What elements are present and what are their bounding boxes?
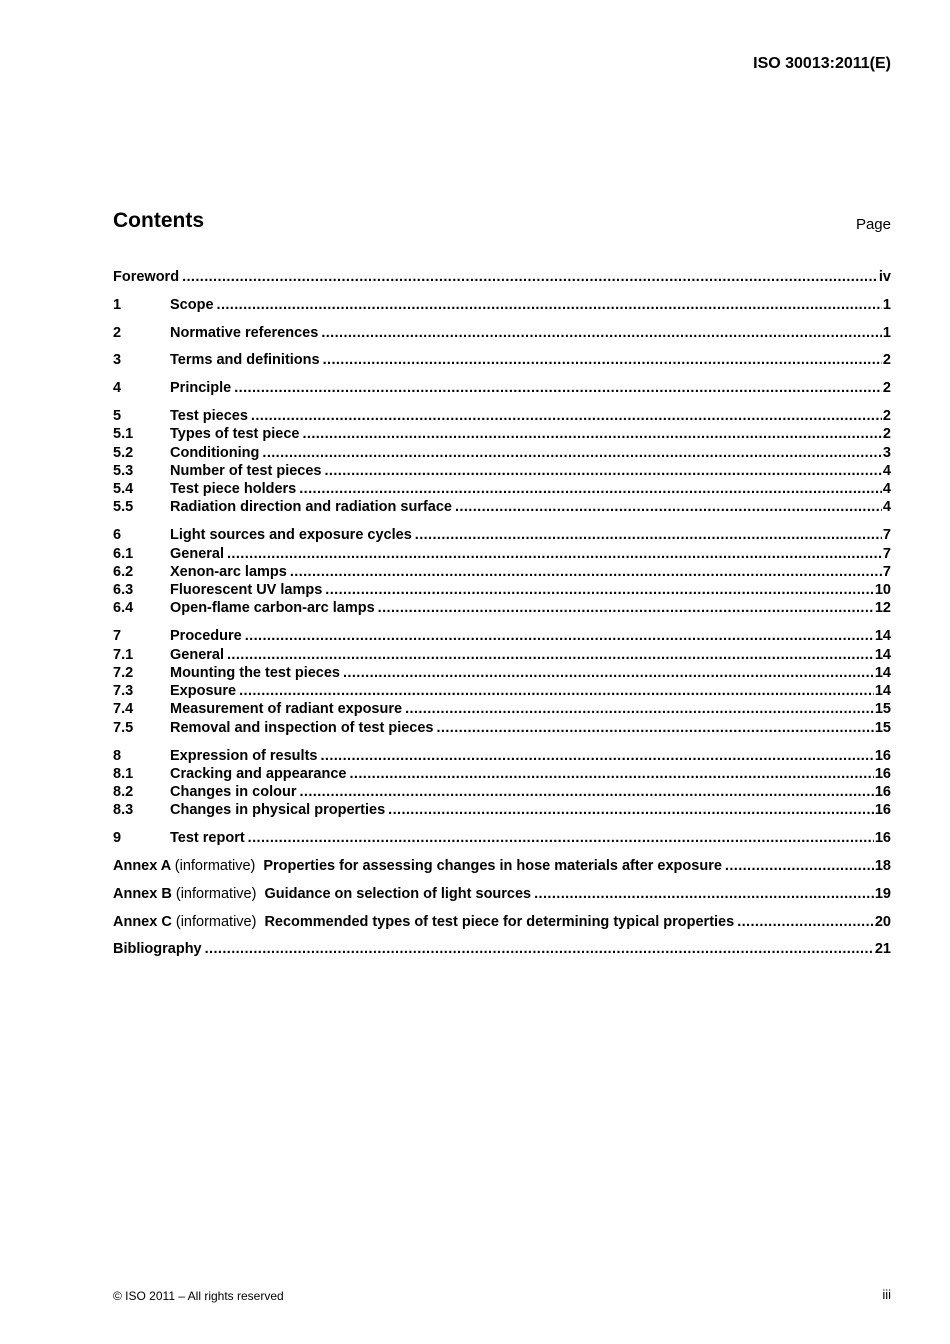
toc-title: Normative references [170,324,319,341]
toc-entry[interactable] [113,599,891,617]
toc-number: 5.1 [113,426,134,443]
toc-entry[interactable] [113,747,891,765]
toc-page: 7 [882,527,891,544]
dot-leader [388,801,874,819]
dot-leader [302,425,881,443]
toc-number: 5.5 [113,499,134,516]
dot-leader [262,444,882,462]
dot-leader [239,682,874,700]
toc-title: Changes in physical properties [170,802,386,819]
toc-page: 15 [874,701,891,718]
dot-leader [227,646,874,664]
contents-title: Contents [113,209,204,232]
annex-label: Annex A (informative) [113,858,256,875]
toc-page: 21 [874,941,891,958]
toc-page: 16 [874,784,891,801]
toc-page: 14 [874,628,891,645]
toc-entry[interactable] [113,425,891,443]
toc-number: 7.4 [113,701,134,718]
toc-title: Types of test piece [170,426,300,443]
toc-entry[interactable] [113,526,891,544]
toc-page: 1 [882,296,891,313]
toc-entry-annex-b[interactable] [113,885,891,903]
toc-entry[interactable] [113,462,891,480]
toc-page: 2 [882,352,891,369]
toc-title: Fluorescent UV lamps [170,582,323,599]
dot-leader [182,268,878,286]
toc-title: Changes in colour [170,784,297,801]
toc-page: 14 [874,664,891,681]
toc-page: 2 [882,426,891,443]
dot-leader [455,498,882,516]
toc-page: 20 [874,913,891,930]
toc-entry[interactable] [113,801,891,819]
toc-title: General [170,646,224,663]
toc-number: 5.4 [113,481,134,498]
dot-leader [248,829,874,847]
toc-title: Recommended types of test piece for determining typical properties [264,913,735,930]
toc-title: Open-flame carbon-arc lamps [170,600,375,617]
toc-entry-foreword[interactable] [113,268,891,286]
toc-title: Procedure [170,628,242,645]
toc-title: Terms and definitions [170,352,320,369]
toc-entry[interactable] [113,324,891,342]
toc-page: 14 [874,646,891,663]
annex-label: Annex C (informative) [113,913,257,930]
dot-leader [323,351,882,369]
toc-title: Test report [170,830,245,847]
toc-page: 14 [874,683,891,700]
toc-title: Measurement of radiant exposure [170,701,403,718]
dot-leader [251,407,882,425]
toc-number: 7.3 [113,683,134,700]
dot-leader [299,480,882,498]
toc-page: 18 [874,858,891,875]
toc-title: Expression of results [170,747,318,764]
toc-entry[interactable] [113,407,891,425]
toc-title: Xenon-arc lamps [170,563,287,580]
toc-page: 19 [874,885,891,902]
toc-entry-bibliography[interactable] [113,940,891,958]
toc-entry[interactable] [113,700,891,718]
dot-leader [325,581,874,599]
toc-title: Scope [170,296,214,313]
dot-leader [737,913,874,931]
toc-entry[interactable] [113,765,891,783]
toc-number: 8.3 [113,802,134,819]
toc-entry[interactable] [113,682,891,700]
dot-leader [205,940,874,958]
toc-title: Removal and inspection of test pieces [170,719,434,736]
toc-entry[interactable] [113,498,891,516]
toc-page: 4 [882,499,891,516]
dot-leader [343,664,874,682]
toc-title: Principle [170,380,232,397]
dot-leader [321,324,882,342]
toc-number: 7 [113,628,122,645]
toc-number: 5.2 [113,444,134,461]
toc-number: 2 [113,324,122,341]
toc-page: 16 [874,830,891,847]
copyright-notice: © ISO 2011 – All rights reserved [113,1289,284,1303]
toc-page: 1 [882,324,891,341]
toc-page: 16 [874,747,891,764]
toc-number: 9 [113,830,122,847]
toc-title: Properties for assessing changes in hose materials after exposure [263,858,722,875]
toc-number: 7.5 [113,719,134,736]
toc-entry[interactable] [113,719,891,737]
toc-title: Conditioning [170,444,260,461]
toc-page: 15 [874,719,891,736]
toc-title: Cracking and appearance [170,765,347,782]
toc-title: Test pieces [170,407,248,424]
toc-page: 7 [882,545,891,562]
dot-leader [350,765,874,783]
dot-leader [217,296,882,314]
dot-leader [378,599,874,617]
toc-entry[interactable] [113,545,891,563]
toc-title: Mounting the test pieces [170,664,340,681]
toc-entry[interactable] [113,296,891,314]
toc-number: 4 [113,380,122,397]
dot-leader [725,857,874,875]
toc-title: Bibliography [113,941,202,958]
toc-entry[interactable] [113,444,891,462]
toc-entry[interactable] [113,646,891,664]
toc-entry[interactable] [113,480,891,498]
dot-leader [320,747,873,765]
toc-title: Radiation direction and radiation surface [170,499,452,516]
toc-number: 6 [113,527,122,544]
page-column-label: Page [855,216,891,233]
dot-leader [437,719,874,737]
dot-leader [245,627,874,645]
toc-title: Number of test pieces [170,462,322,479]
toc-page: 2 [882,407,891,424]
toc-page: iv [878,269,891,285]
toc-number: 6.2 [113,563,134,580]
dot-leader [534,885,874,903]
table-of-contents [113,268,891,959]
toc-number: 8.2 [113,784,134,801]
toc-entry[interactable] [113,627,891,645]
toc-entry-annex-c[interactable] [113,913,891,931]
toc-number: 6.1 [113,545,134,562]
dot-leader [325,462,882,480]
toc-page: 2 [882,380,891,397]
toc-title: Guidance on selection of light sources [264,885,532,902]
toc-page: 4 [882,462,891,479]
toc-entry-annex-a[interactable] [113,857,891,875]
toc-entry[interactable] [113,783,891,801]
toc-title: Exposure [170,683,237,700]
dot-leader [290,563,882,581]
toc-page: 12 [874,600,891,617]
toc-page: 16 [874,802,891,819]
dot-leader [234,379,882,397]
dot-leader [415,526,882,544]
toc-number: 5.3 [113,462,134,479]
toc-entry[interactable] [113,379,891,397]
toc-number: 6.3 [113,582,134,599]
toc-number: 3 [113,352,122,369]
document-code: ISO 30013:2011(E) [753,55,891,72]
toc-number: 8 [113,747,122,764]
toc-page: 3 [882,444,891,461]
toc-entry[interactable] [113,581,891,599]
toc-title: General [170,545,224,562]
toc-page: 16 [874,765,891,782]
toc-page: 10 [874,582,891,599]
toc-entry[interactable] [113,563,891,581]
toc-number: 7.2 [113,664,134,681]
annex-label: Annex B (informative) [113,885,257,902]
toc-entry[interactable] [113,351,891,369]
toc-title: Light sources and exposure cycles [170,527,412,544]
toc-number: 5 [113,407,122,424]
toc-number: 6.4 [113,600,134,617]
toc-number: 1 [113,296,122,313]
toc-number: 8.1 [113,765,134,782]
toc-title: Foreword [113,269,180,285]
page-number: iii [882,1287,891,1302]
toc-page: 7 [882,563,891,580]
dot-leader [405,700,874,718]
toc-entry[interactable] [113,664,891,682]
toc-title: Test piece holders [170,481,297,498]
toc-entry[interactable] [113,829,891,847]
toc-number: 7.1 [113,646,134,663]
toc-page: 4 [882,481,891,498]
dot-leader [300,783,874,801]
dot-leader [227,545,882,563]
